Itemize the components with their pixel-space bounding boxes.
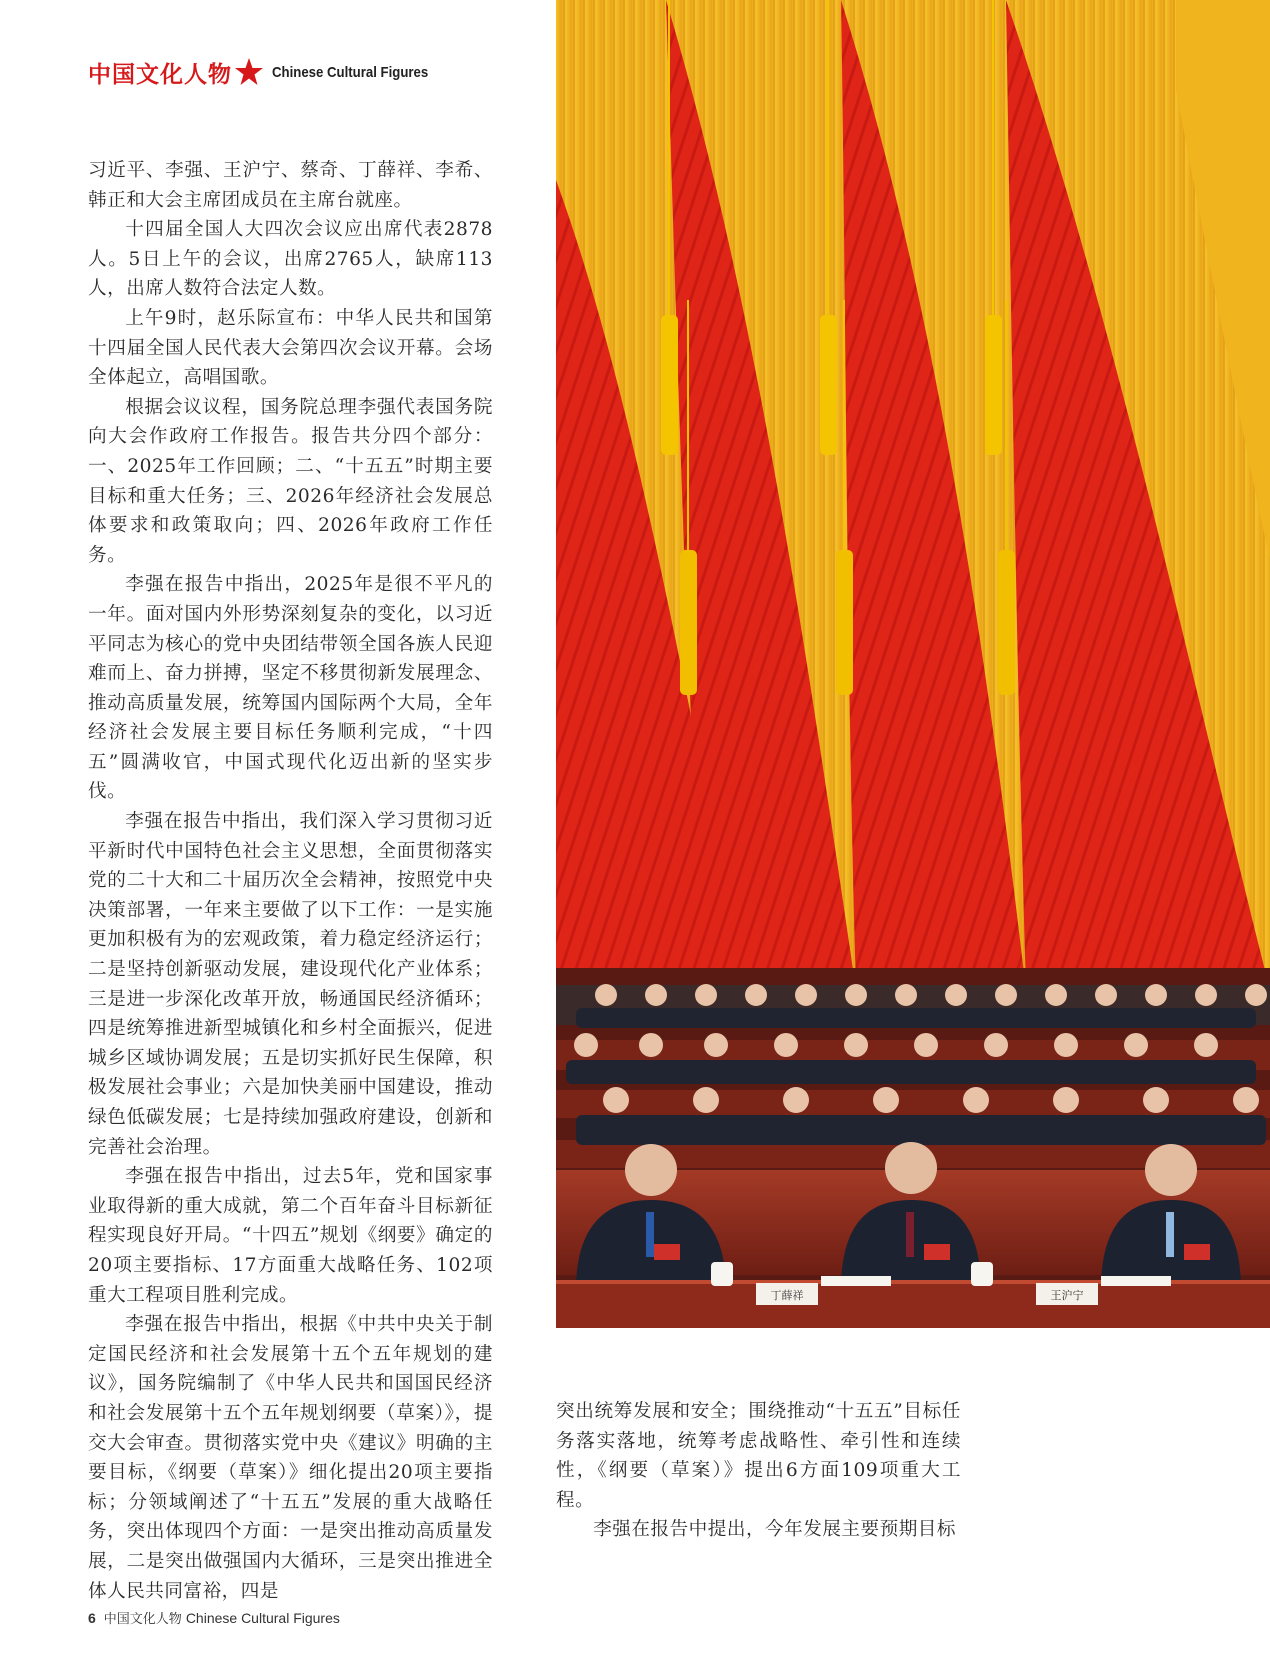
article-column-right	[556, 1397, 961, 1545]
front-desk	[556, 1280, 1270, 1328]
masthead	[88, 55, 450, 89]
article-paragraph: 李强在报告中指出，过去5年，党和国家事业取得新的重大成就，第二个百年奋斗目标新征程实现良好开局。“十四五”规划《纲要》确定的20项主要指标、17方面重大战略任务、102项重大工程项目胜利完成。	[88, 1166, 493, 1306]
footer-publication-cn: 中国文化人物	[103, 1612, 182, 1627]
page-number: 6	[88, 1609, 96, 1626]
nameplate-label: 丁薛祥	[770, 1289, 804, 1302]
nameplate-label: 王沪宁	[1050, 1289, 1084, 1302]
session-photo	[556, 0, 1270, 1328]
article-paragraph: 李强在报告中指出，我们深入学习贯彻习近平新时代中国特色社会主义思想，全面贯彻落实党的二十大和二十届历次全会精神，按照党中央决策部署，一年来主要做了以下工作：一是实施更加积极有为的宏观政策，着力稳定经济运行；二是坚持创新驱动发展，建设现代化产业体系；三是进一步深化改革开放，畅通国民经济循环；四是统筹推进新型城镇化和乡村全面振兴，促进城乡区域协调发展；五是切实抓好民生保障，积极发展社会事业；六是加快美丽中国建设，推动绿色低碳发展；七是持续加强政府建设，创新和完善社会治理。	[88, 811, 493, 1158]
article-paragraph: 上午9时，赵乐际宣布：中华人民共和国第十四届全国人民代表大会第四次会议开幕。会场全体起立，高唱国歌。	[88, 307, 493, 389]
article-paragraph: 根据会议议程，国务院总理李强代表国务院向大会作政府工作报告。报告共分四个部分：一、2025年工作回顾；二、“十五五”时期主要目标和重大任务；三、2026年经济社会发展总体要求和政策取向；四、2026年政府工作任务。	[88, 396, 493, 566]
masthead-title-en: Chinese Cultural Figures	[272, 63, 429, 81]
page-footer	[88, 1608, 340, 1627]
article-paragraph: 突出统筹发展和安全；围绕推动“十五五”目标任务落实落地，统筹考虑战略性、牵引性和连续性，《纲要（草案）》提出6方面109项重大工程。	[556, 1401, 961, 1511]
article-paragraph: 李强在报告中指出，2025年是很不平凡的一年。面对国内外形势深刻复杂的变化，以习近平同志为核心的党中央团结带领全国各族人民迎难而上、奋力拼搏，坚定不移贯彻新发展理念、推动高质量发展，统筹国内国际两个大局，全年经济社会发展主要目标任务顺利完成，“十四五”圆满收官，中国式现代化迈出新的坚实步伐。	[88, 574, 493, 803]
article-paragraph: 习近平、李强、王沪宁、蔡奇、丁薛祥、李希、韩正和大会主席团成员在主席台就座。	[88, 160, 493, 211]
footer-publication-en: Chinese Cultural Figures	[185, 1609, 340, 1626]
article-paragraph: 李强在报告中提出，今年发展主要预期目标	[593, 1519, 956, 1541]
article-column-left	[88, 156, 493, 1606]
article-paragraph: 李强在报告中指出，根据《中共中央关于制定国民经济和社会发展第十五个五年规划的建议》，国务院编制了《中华人民共和国国民经济和社会发展第十五个五年规划纲要（草案）》，提交大会审查。贯彻落实党中央《建议》明确的主要目标，《纲要（草案）》细化提出20项主要指标；分领域阐述了“十五五”发展的重大战略任务，突出体现四个方面：一是突出推动高质量发展，二是突出做强国内大循环，三是突出推进全体人民共同富裕，四是	[88, 1314, 493, 1602]
masthead-title-cn: 中国文化人物	[88, 61, 232, 88]
red-star-icon	[234, 57, 264, 87]
article-paragraph: 十四届全国人大四次会议应出席代表2878人。5日上午的会议，出席2765人，缺席113人，出席人数符合法定人数。	[88, 219, 493, 300]
